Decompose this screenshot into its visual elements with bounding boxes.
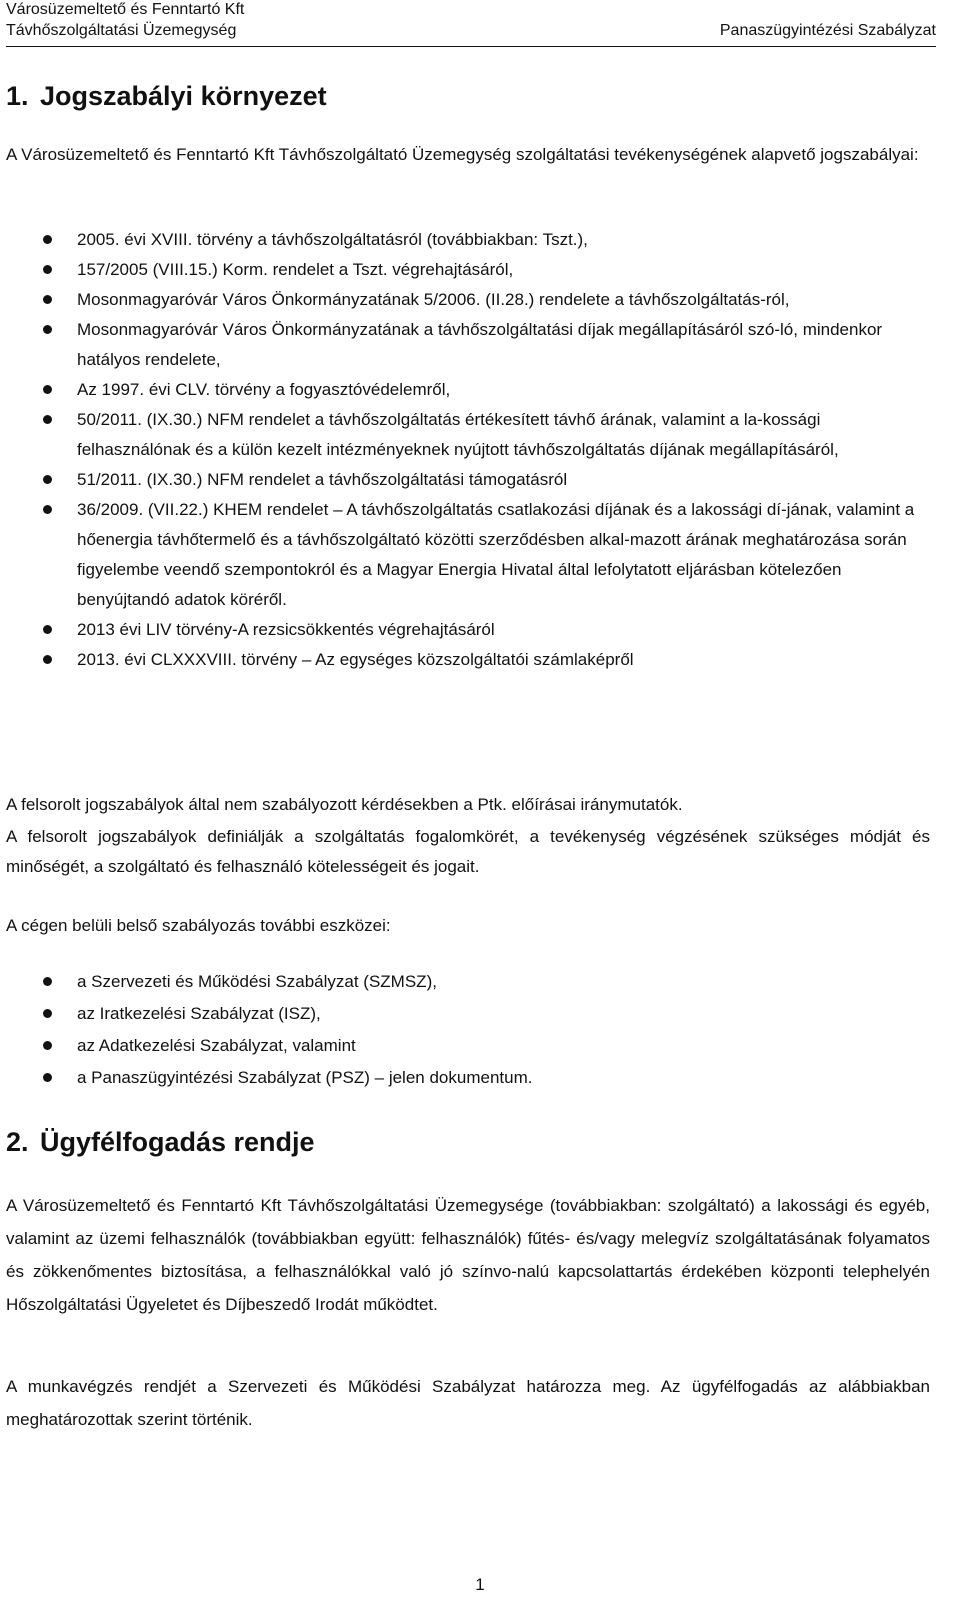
section-2-title: Ügyfélfogadás rendje [40, 1127, 315, 1157]
list-item: az Iratkezelési Szabályzat (ISZ), [6, 998, 930, 1030]
internal-rules-list [6, 966, 930, 1094]
list-item: 157/2005 (VIII.15.) Korm. rendelet a Tszt. végrehajtásáról, [6, 255, 930, 285]
section-1-heading [6, 80, 327, 112]
section-2-para-1: A Városüzemeltető és Fenntartó Kft Távhőszolgáltatási Üzemegysége (továbbiakban: szolgáltató) a lakossági és egyéb, valamint az üzemi felhasználók (továbbiakban együtt: felhasználók) fűtés- és/vagy melegvíz szolgáltatásának folyamatos és zökkenőmentes biztosítása, a felhasználókkal való jó színvo-nalú kapcsolattartás érdekében központi telephelyén Hőszolgáltatási Ügyeletet és Díjbeszedő Irodát működtet. [6, 1196, 930, 1314]
section-1-title: Jogszabályi környezet [40, 81, 327, 111]
bullet-icon [43, 325, 52, 334]
list-item: a Szervezeti és Működési Szabályzat (SZMSZ), [6, 966, 930, 998]
page-header [6, 0, 936, 47]
bullet-icon [43, 977, 52, 986]
bullet-icon [43, 1009, 52, 1018]
list-item: Mosonmagyaróvár Város Önkormányzatának a távhőszolgáltatási díjak megállapításáról szó-ló, mindenkor hatályos rendelete, [6, 315, 930, 375]
list-item: a Panaszügyintézési Szabályzat (PSZ) – jelen dokumentum. [6, 1062, 930, 1094]
section-1-intro: A Városüzemeltető és Fenntartó Kft Távhőszolgáltató Üzemegység szolgáltatási tevékenységének alapvető jogszabályai: [6, 145, 919, 164]
section-1-number: 1. [6, 81, 29, 111]
bullet-icon [43, 265, 52, 274]
bullet-icon [43, 1041, 52, 1050]
list-item: Az 1997. évi CLV. törvény a fogyasztóvédelemről, [6, 375, 930, 405]
bullet-icon [43, 505, 52, 514]
page-number: 1 [475, 1575, 485, 1594]
list-item: az Adatkezelési Szabályzat, valamint [6, 1030, 930, 1062]
bullet-icon [43, 625, 52, 634]
bullet-icon [43, 655, 52, 664]
bullet-icon [43, 385, 52, 394]
section-1-para-ptk: A felsorolt jogszabályok által nem szabályozott kérdésekben a Ptk. előírásai iránymutatók. [6, 795, 683, 814]
list-item: 50/2011. (IX.30.) NFM rendelet a távhőszolgáltatás értékesített távhő árának, valamint a la-kossági felhasználónak és a külön kezelt intézményeknek nyújtott távhőszolgáltatás díjának megállapításáról, [6, 405, 930, 465]
list-item: 2013. évi CLXXXVIII. törvény – Az egységes közszolgáltatói számlaképről [6, 645, 930, 675]
header-doc-title: Panaszügyintézési Szabályzat [719, 22, 936, 39]
section-1-para-definitions: A felsorolt jogszabályok definiálják a szolgáltatás fogalomkörét, a tevékenység végzésének szükséges módját és minőségét, a szolgáltató és felhasználó kötelességeit és jogait. [6, 827, 930, 876]
bullet-icon [43, 1073, 52, 1082]
list-item: 2005. évi XVIII. törvény a távhőszolgáltatásról (továbbiakban: Tszt.), [6, 225, 930, 255]
laws-list [6, 225, 930, 675]
bullet-icon [43, 235, 52, 244]
list-item: 2013 évi LIV törvény-A rezsicsökkentés végrehajtásáról [6, 615, 930, 645]
section-2-para-2: A munkavégzés rendjét a Szervezeti és Működési Szabályzat határozza meg. Az ügyfélfogadás az alábbiakban meghatározottak szerint történik. [6, 1377, 930, 1429]
list-item: 51/2011. (IX.30.) NFM rendelet a távhőszolgáltatási támogatásról [6, 465, 930, 495]
list-item: 36/2009. (VII.22.) KHEM rendelet – A távhőszolgáltatás csatlakozási díjának és a lakossági dí-jának, valamint a hőenergia távhőtermelő és a távhőszolgáltató közötti szerződésben alkal-mazott árának meghatározása során figyelembe veendő szempontokról és a Magyar Energia Hivatal által lefolytatott eljárásban kötelezően benyújtandó adatok köréről. [6, 495, 930, 615]
bullet-icon [43, 415, 52, 424]
bullet-icon [43, 295, 52, 304]
bullet-icon [43, 475, 52, 484]
list-item: Mosonmagyaróvár Város Önkormányzatának 5/2006. (II.28.) rendelete a távhőszolgáltatás-ról, [6, 285, 930, 315]
section-2-number: 2. [6, 1127, 29, 1157]
header-unit: Távhőszolgáltatási Üzemegység [6, 22, 237, 39]
internal-rules-intro: A cégen belüli belső szabályozás további eszközei: [6, 916, 391, 935]
header-org: Városüzemeltető és Fenntartó Kft [6, 1, 245, 18]
section-2-heading [6, 1126, 315, 1158]
